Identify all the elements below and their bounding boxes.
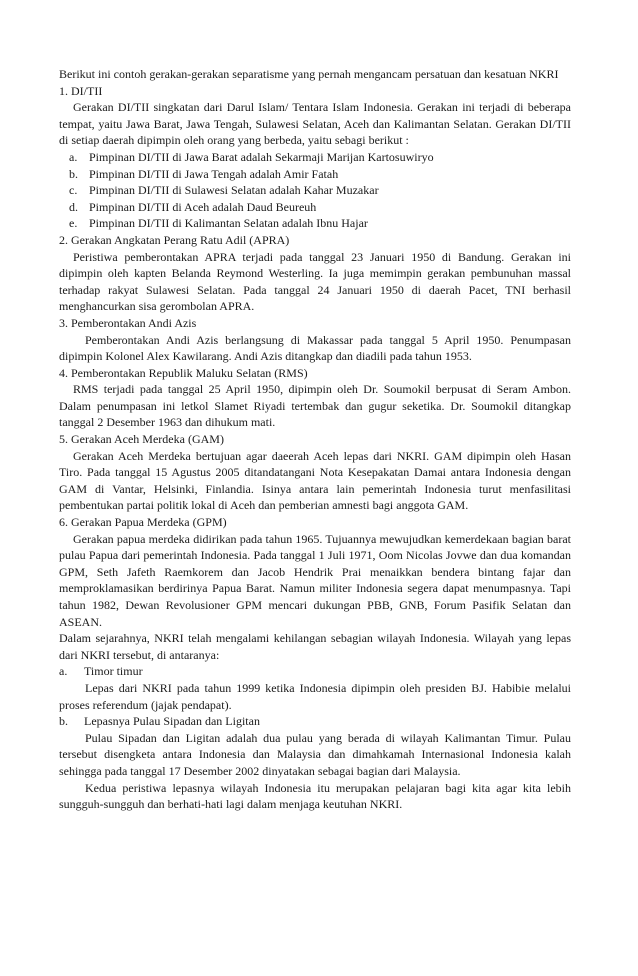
section-body-di-tii: Gerakan DI/TII singkatan dari Darul Islam/ Tentara Islam Indonesia. Gerakan ini terjadi di beberapa tempat, yaitu Jawa Barat, Jawa Tengah, Sulawesi Selatan, Aceh dan Kalimantan Selatan. Gerakan DI/TII di setiap daerah dipimpin oleh orang yang berbeda, yaitu sebagi berikut : <box>59 100 571 148</box>
body-sipadan-ligitan: Pulau Sipadan dan Ligitan adalah dua pulau yang berada di wilayah Kalimantan Timur. Pulau tersebut disengketa antara Indonesia dan Malaysia dan dimahkamah Internasional Indonesia kalah sehingga pada tanggal 17 Desember 2002 dinyatakan sebagai bagian dari Malaysia. <box>59 730 571 778</box>
intro-paragraph: Berikut ini contoh gerakan-gerakan separatisme yang pernah mengancam persatuan dan kesatuan NKRI <box>59 67 559 81</box>
section-body-apra: Peristiwa pemberontakan APRA terjadi pada tanggal 23 Januari 1950 di Bandung. Gerakan ini dipimpin oleh kapten Belanda Reymond Westerling. Ia juga memimpin gerakan pembunuhan massal terhadap rakyat Sulawesi Selatan. Pada tanggal 24 Januari 1950 di daerah Pacet, TNI berhasil menghancurkan sisa gerombolan APRA. <box>59 249 571 314</box>
section-heading-gpm: 6. Gerakan Papua Merdeka (GPM) <box>59 515 227 530</box>
list-item-text: Pimpinan DI/TII di Jawa Barat adalah Sekarmaji Marijan Kartosuwiryo <box>89 149 434 164</box>
closing-paragraph: Kedua peristiwa lepasnya wilayah Indonesia itu merupakan pelajaran bagi kita agar kita lebih sungguh-sungguh dan berhati-hati lagi dalam menjaga keutuhan NKRI. <box>59 780 571 812</box>
list-item-text: Pimpinan DI/TII di Sulawesi Selatan adalah Kahar Muzakar <box>89 183 379 198</box>
territory-loss-intro: Dalam sejarahnya, NKRI telah mengalami kehilangan sebagian wilayah Indonesia. Wilayah yang lepas dari NKRI tersebut, di antaranya: <box>59 631 571 662</box>
subheading-timor-timur <box>59 663 571 680</box>
section-body-andi-azis: Pemberontakan Andi Azis berlangsung di Makassar pada tanggal 5 April 1950. Penumpasan dipimpin Kolonel Alex Kawilarang. Andi Azis ditangkap dan diadili pada tahun 1953. <box>59 332 571 364</box>
section-heading-di-tii: 1. DI/TII <box>59 83 103 98</box>
sub-marker: b. <box>59 714 68 729</box>
list-marker: c. <box>69 183 78 198</box>
section-body-gam: Gerakan Aceh Merdeka bertujuan agar daeerah Aceh lepas dari NKRI. GAM dipimpin oleh Hasan Tiro. Pada tanggal 15 Agustus 2005 ditandatangani Nota Kesepakatan Damai antara Indonesia dengan GAM di Vantar, Helsinki, Finlandia. Isinya antara lain pemerintah Indonesia turut menfasilitasi pembentukan partai politik lokal di Aceh dan pemberian amnesti bagi anggota GAM. <box>59 448 571 513</box>
list-item <box>59 215 571 232</box>
list-item-text: Pimpinan DI/TII di Kalimantan Selatan adalah Ibnu Hajar <box>89 216 368 231</box>
list-item <box>59 149 571 166</box>
list-item <box>59 199 571 216</box>
list-marker: e. <box>69 216 78 231</box>
subheading-sipadan-ligitan <box>59 713 571 730</box>
document-page <box>59 66 571 813</box>
di-tii-leaders-list <box>59 149 571 232</box>
section-heading-andi-azis: 3. Pemberontakan Andi Azis <box>59 315 197 330</box>
list-marker: d. <box>69 199 78 214</box>
section-heading-gam: 5. Gerakan Aceh Merdeka (GAM) <box>59 432 224 447</box>
list-item <box>59 166 571 183</box>
list-item-text: Pimpinan DI/TII di Jawa Tengah adalah Amir Fatah <box>89 166 339 181</box>
sub-heading-text: Timor timur <box>84 664 143 679</box>
list-marker: a. <box>69 149 78 164</box>
sub-heading-text: Lepasnya Pulau Sipadan dan Ligitan <box>84 714 260 729</box>
list-item <box>59 182 571 199</box>
section-heading-apra: 2. Gerakan Angkatan Perang Ratu Adil (APRA) <box>59 232 290 247</box>
body-timor-timur: Lepas dari NKRI pada tahun 1999 ketika Indonesia dipimpin oleh presiden BJ. Habibie melalui proses referendum (jajak pendapat). <box>59 680 571 712</box>
sub-marker: a. <box>59 664 68 679</box>
list-marker: b. <box>69 166 78 181</box>
section-body-rms: RMS terjadi pada tanggal 25 April 1950, dipimpin oleh Dr. Soumokil berpusat di Seram Ambon. Dalam penumpasan ini letkol Slamet Riyadi tertembak dan gugur seketika. Dr. Soumokil ditangkap tanggal 2 Desember 1963 dan dihukum mati. <box>59 382 571 430</box>
section-heading-rms: 4. Pemberontakan Republik Maluku Selatan (RMS) <box>59 365 308 380</box>
list-item-text: Pimpinan DI/TII di Aceh adalah Daud Beureuh <box>89 199 317 214</box>
section-body-gpm: Gerakan papua merdeka didirikan pada tahun 1965. Tujuannya mewujudkan kemerdekaan bagian barat pulau Papua dari pemerintah Indonesia. Pada tanggal 1 Juli 1971, Oom Nicolas Jovwe dan dua komandan GPM, Seth Jafeth Raemkorem dan Jacob Hendrik Prai menaikkan bendera bintang fajar dan memproklamasikan berdirinya Papua Barat. Namun militer Indonesia segera dapat menumpasnya. Tapi tahun 1982, Dewan Revolusioner GPM mencari dukungan PBB, GNB, Forum Pasifik Selatan dan ASEAN. <box>59 531 571 629</box>
